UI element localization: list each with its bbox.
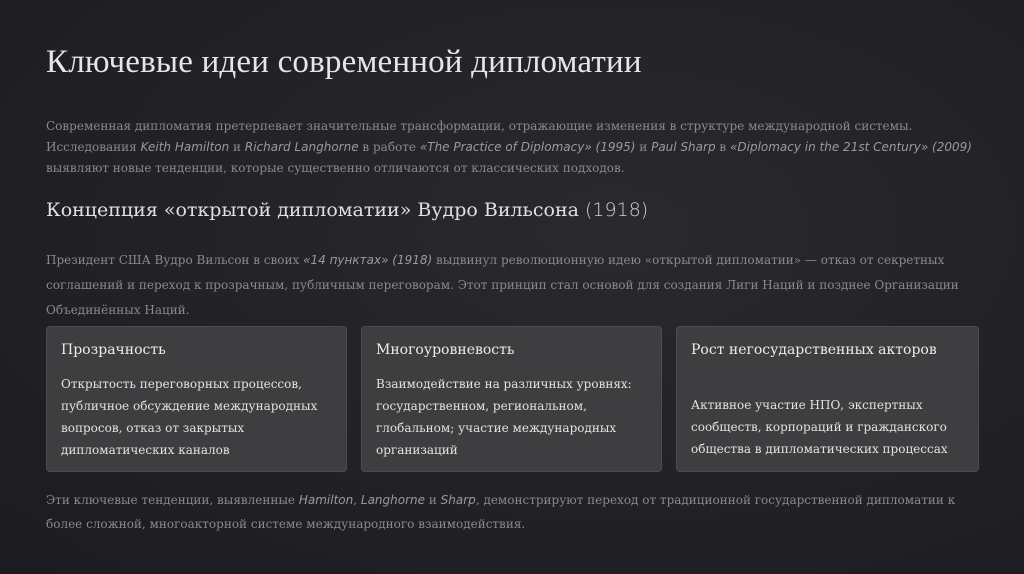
fourteen-points-ref: «14 пунктах» (1918): [303, 253, 433, 267]
card-title: Рост негосударственных акторов: [691, 342, 937, 358]
wilson-paragraph: [46, 248, 986, 323]
intro-in: в: [715, 140, 730, 154]
author-langhorne: Richard Langhorne: [244, 140, 359, 154]
conclusion-sep: ,: [353, 493, 361, 507]
card-body: Активное участие НПО, экспертных сообществ, корпораций и гражданского общества в дипломатических процессах: [691, 398, 948, 456]
conclusion-pre: Эти ключевые тенденции, выявленные: [46, 493, 299, 507]
intro-in-work: в работе: [358, 140, 420, 154]
card-transparency: [46, 326, 347, 472]
card-body: Взаимодействие на различных уровнях: государственном, региональном, глобальном; участие международных организаций: [376, 377, 632, 457]
book-practice-of-diplomacy: «The Practice of Diplomacy» (1995): [419, 140, 636, 154]
intro-conjunction: и: [229, 140, 245, 154]
intro-rest: выявляют новые тенденции, которые существенно отличаются от классических подходов.: [46, 161, 625, 175]
section-heading: [46, 199, 648, 221]
page-title: Ключевые идеи современной дипломатии: [46, 44, 642, 80]
section-heading-year: (1918): [585, 199, 649, 221]
intro-paragraph: [46, 116, 986, 179]
intro-text: Современная дипломатия претерпевает значительные трансформации, отражающие изменения в структуре международной системы. Исследования: [46, 119, 913, 154]
section-heading-text: Концепция «открытой дипломатии» Вудро Вильсона: [46, 199, 586, 221]
name-sharp: Sharp: [440, 493, 476, 507]
card-body: Открытость переговорных процессов, публичное обсуждение международных вопросов, отказ от закрытых дипломатических каналов: [61, 377, 318, 457]
card-non-state-actors: [676, 326, 979, 472]
book-diplomacy-21st-century: «Diplomacy in the 21st Century» (2009): [729, 140, 972, 154]
name-hamilton: Hamilton: [298, 493, 354, 507]
card-title: Многоуровневость: [376, 342, 515, 358]
card-multilevel: [361, 326, 662, 472]
wilson-text-post: выдвинул революционную идею «открытой дипломатии» — отказ от секретных соглашений и переход к прозрачным, публичным переговорам. Этот принцип стал основой для создания Лиги Наций и позднее Организации Объединённых Наций.: [46, 253, 959, 317]
conclusion-paragraph: [46, 488, 986, 536]
idea-cards: [46, 326, 979, 473]
intro-conjunction-2: и: [635, 140, 652, 154]
name-langhorne: Langhorne: [360, 493, 426, 507]
author-hamilton: Keith Hamilton: [140, 140, 230, 154]
author-sharp: Paul Sharp: [651, 140, 716, 154]
card-title: Прозрачность: [61, 342, 166, 358]
wilson-text-pre: Президент США Вудро Вильсон в своих: [46, 253, 304, 267]
conclusion-post: , демонстрируют переход от традиционной государственной дипломатии к более сложной, многоакторной системе международного взаимодействия.: [46, 493, 956, 531]
conclusion-and: и: [425, 493, 441, 507]
